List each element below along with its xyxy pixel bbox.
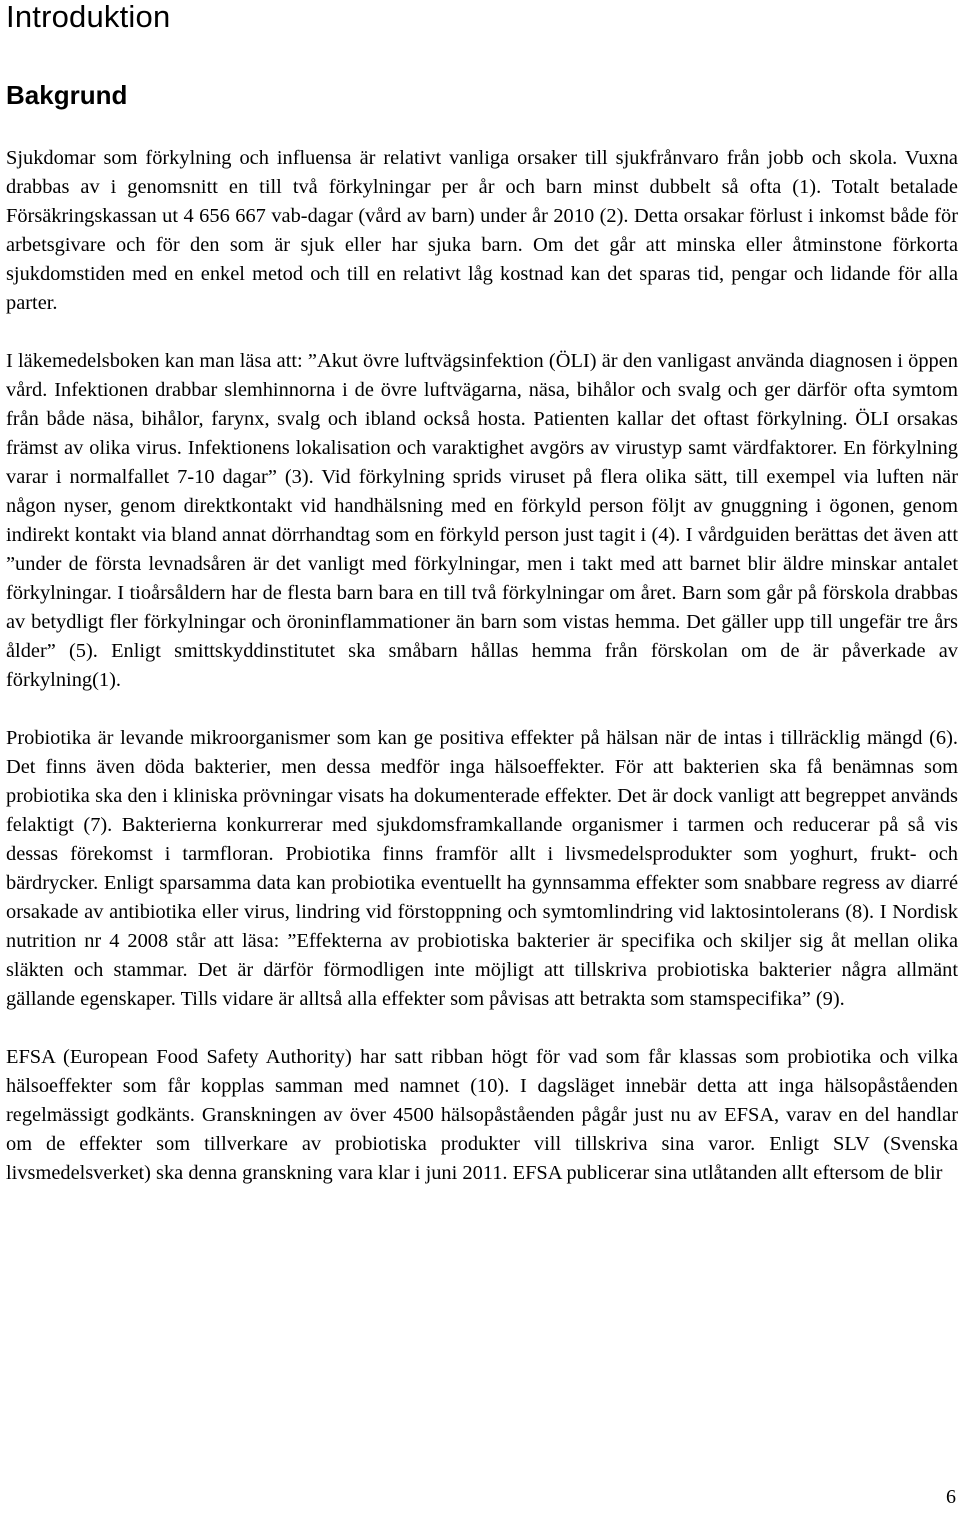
- page-number: 6: [946, 1486, 956, 1508]
- paragraph-background: Sjukdomar som förkylning och influensa är relativt vanliga orsaker till sjukfrånvaro från jobb och skola. Vuxna drabbas av i genomsnitt en till två förkylningar per år och barn minst dubbelt så ofta (1). Totalt betalade Försäkringskassan ut 4 656 667 vab-dagar (vård av barn) under år 2010 (2). Detta orsakar förlust i inkomst både för arbetsgivare och för den som är sjuk eller har sjuka barn. Om det går att minska eller åtminstone förkorta sjukdomstiden med en enkel metod och till en relativt låg kostnad kan det sparas tid, pengar och lidande för alla parter.: [6, 147, 958, 314]
- page-title: Introduktion: [6, 0, 171, 34]
- document-page: [6, 0, 956, 110]
- section-heading: Bakgrund: [6, 80, 128, 110]
- paragraph-probiotics: Probiotika är levande mikroorganismer som kan ge positiva effekter på hälsan när de intas i tillräcklig mängd (6). Det finns även döda bakterier, men dessa medför inga hälsoeffekter. För att bakterien ska få benämnas som probiotika ska den i kliniska prövningar visats ha dokumenterade effekter. Det är dock vanligt att begreppet används felaktigt (7). Bakterierna konkurrerar med sjukdomsframkallande organismer i tarmen och reducerar på så vis dessas förekomst i tarmfloran. Probiotika finns framför allt i livsmedelsprodukter som yoghurt, frukt- och bärdrycker. Enligt sparsamma data kan probiotika eventuellt ha gynnsamma effekter som snabbare regress av diarré orsakade av antibiotika eller virus, lindring vid förstoppning och symtomlindring vid laktosintolerans (8). I Nordisk nutrition nr 4 2008 står att läsa: ”Effekterna av probiotiska bakterier är specifika och skiljer sig åt mellan olika släkten och stammar. Det är därför förmodligen inte möjligt att tillskriva probiotiska bakterier några allmänt gällande egenskaper. Tills vidare är alltså alla effekter som påvisas att betrakta som stamspecifika” (9).: [6, 727, 958, 1010]
- paragraph-efsa: EFSA (European Food Safety Authority) har satt ribban högt för vad som får klassas som probiotika och vilka hälsoeffekter som får kopplas samman med namnet (10). I dagsläget innebär detta att inga hälsopåståenden regelmässigt godkänts. Granskningen av över 4500 hälsopåståenden pågår just nu av EFSA, varav en del handlar om de effekter som tillverkare av probiotiska produkter vill tillskriva sina varor. Enligt SLV (Svenska livsmedelsverket) ska denna granskning vara klar i juni 2011. EFSA publicerar sina utlåtanden allt eftersom de blir: [6, 1046, 958, 1184]
- body-text: [6, 144, 958, 1188]
- paragraph-oli: I läkemedelsboken kan man läsa att: ”Akut övre luftvägsinfektion (ÖLI) är den vanligast använda diagnosen i öppen vård. Infektionen drabbar slemhinnorna i de övre luftvägarna, näsa, bihålor och svalg och ger därför ofta symtom från både näsa, bihålor, farynx, svalg och ibland också hosta. Patienten kallar det oftast förkylning. ÖLI orsakas främst av olika virus. Infektionens lokalisation och varaktighet avgörs av virustyp samt värdfaktorer. En förkylning varar i normalfallet 7-10 dagar” (3). Vid förkylning sprids viruset på flera olika sätt, till exempel via luften när någon nyser, genom direktkontakt vid handhälsning med en förkyld person följt av gnuggning i ögonen, genom indirekt kontakt via bland annat dörrhandtag som en förkyld person just tagit i (4). I vårdguiden berättas det även att ”under de första levnadsåren är det vanligt med förkylningar, men i takt med att barnet blir äldre minskar antalet förkylningar. I tioårsåldern har de flesta barn bara en till två förkylningar om året. Barn som går på förskola drabbas av betydligt fler förkylningar och öroninflammationer än barn som vistas hemma. Det gäller upp till ungefär tre års ålder” (5). Enligt smittskyddinstitutet ska småbarn hållas hemma från förskolan om de är påverkade av förkylning(1).: [6, 350, 958, 691]
